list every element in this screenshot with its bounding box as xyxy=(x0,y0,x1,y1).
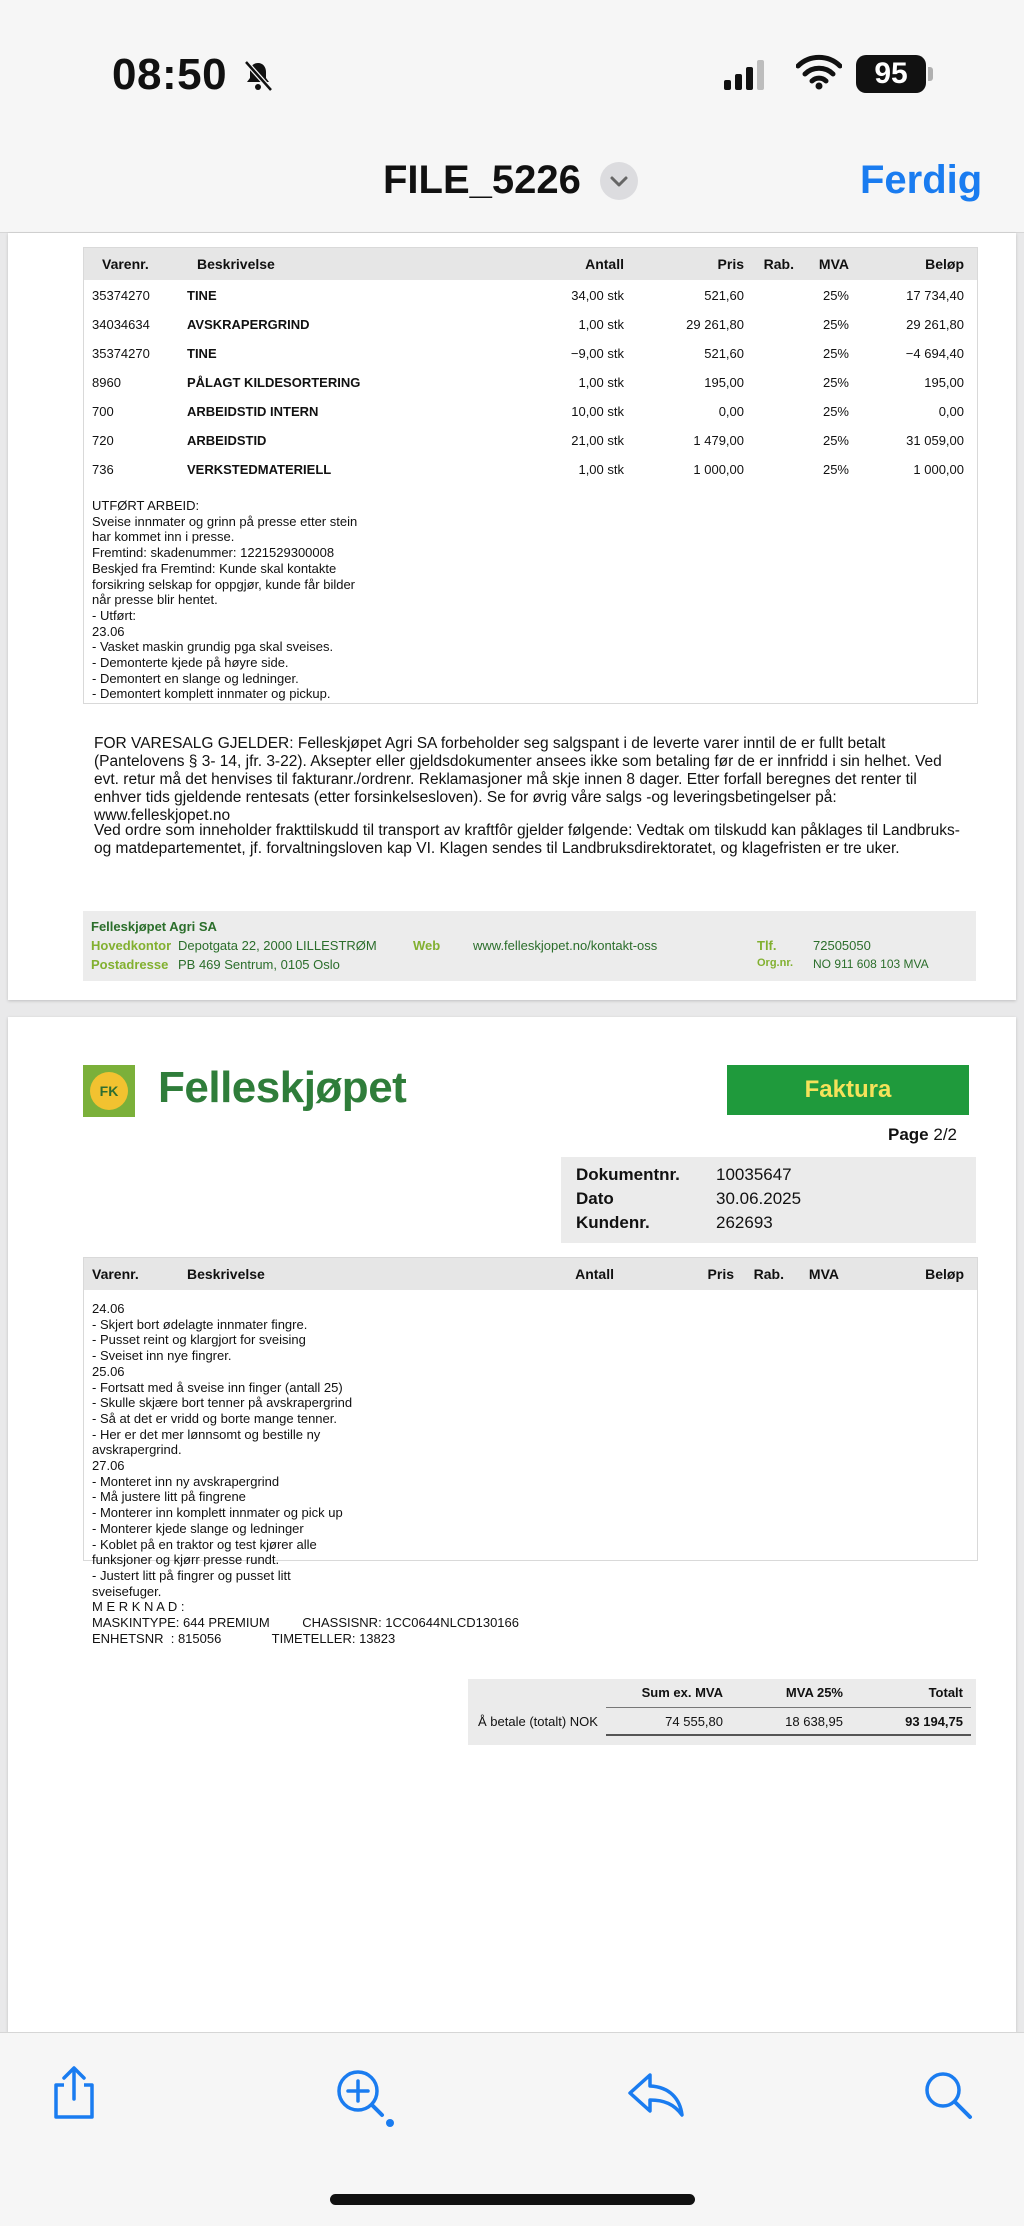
cell-mva: 25% xyxy=(822,404,849,419)
cell-pris: 0,00 xyxy=(718,404,744,419)
footer-tlf-value: 72505050 xyxy=(813,938,871,953)
totals-underline xyxy=(606,1734,971,1736)
cell-antall: 34,00 stk xyxy=(571,288,624,303)
cell-belop: 1 000,00 xyxy=(913,462,964,477)
cell-belop: 0,00 xyxy=(938,404,964,419)
cell-antall: 10,00 stk xyxy=(571,404,624,419)
cell-belop: 29 261,80 xyxy=(906,317,964,332)
page-number xyxy=(888,1125,957,1145)
cell-mva: 25% xyxy=(822,433,849,448)
cell-pris: 521,60 xyxy=(704,288,744,303)
reply-icon[interactable] xyxy=(626,2071,686,2119)
footer-web-link[interactable]: www.felleskjopet.no/kontakt-oss xyxy=(473,938,658,953)
cell-belop: 17 734,40 xyxy=(906,288,964,303)
header-beskrivelse: Beskrivelse xyxy=(197,256,275,272)
cell-pris: 29 261,80 xyxy=(686,317,744,332)
header-beskrivelse: Beskrivelse xyxy=(187,1266,265,1282)
cell-mva: 25% xyxy=(822,288,849,303)
cell-varenr: 736 xyxy=(92,462,114,477)
cell-belop: 31 059,00 xyxy=(906,433,964,448)
cell-beskrivelse: TINE xyxy=(187,346,217,361)
cell-mva: 25% xyxy=(822,346,849,361)
document-title[interactable]: FILE_5226 xyxy=(383,158,581,202)
cell-beskrivelse: ARBEIDSTID xyxy=(187,433,267,448)
wifi-icon xyxy=(796,54,842,90)
totals-header-sum: Sum ex. MVA xyxy=(641,1685,723,1700)
cell-beskrivelse: PÅLAGT KILDESORTERING xyxy=(187,375,361,390)
done-button[interactable]: Ferdig xyxy=(860,158,983,202)
doc-date-label: Dato xyxy=(576,1189,614,1208)
cell-varenr: 8960 xyxy=(92,375,121,390)
logo-emblem: FK xyxy=(90,1072,128,1110)
totals-divider xyxy=(606,1707,971,1708)
totals-header-total: Totalt xyxy=(928,1685,963,1700)
header-rab: Rab. xyxy=(753,1266,784,1282)
company-logo xyxy=(83,1065,135,1117)
cell-antall: 21,00 stk xyxy=(571,433,624,448)
totals-total-value: 93 194,75 xyxy=(905,1714,963,1729)
cell-varenr: 35374270 xyxy=(92,346,150,361)
cell-beskrivelse: AVSKRAPERGRIND xyxy=(187,317,310,332)
document-page-1 xyxy=(8,233,1016,1000)
cell-belop: −4 694,40 xyxy=(905,346,964,361)
header-mva: MVA xyxy=(818,256,849,272)
header-pris: Pris xyxy=(707,1266,734,1282)
cell-pris: 195,00 xyxy=(704,375,744,390)
footer-post-value: PB 469 Sentrum, 0105 Oslo xyxy=(178,957,340,972)
doc-number-value: 10035647 xyxy=(716,1165,792,1184)
cell-beskrivelse: TINE xyxy=(187,288,217,303)
cell-pris: 521,60 xyxy=(704,346,744,361)
brand-name: Felleskjøpet xyxy=(158,1063,407,1112)
customer-number-value: 262693 xyxy=(716,1213,773,1232)
cell-varenr: 720 xyxy=(92,433,114,448)
cell-antall: 1,00 stk xyxy=(578,317,624,332)
totals-label: Å betale (totalt) NOK xyxy=(478,1714,598,1729)
chevron-down-icon xyxy=(600,162,638,200)
home-indicator[interactable] xyxy=(330,2194,695,2205)
footer-org-label: Org.nr. xyxy=(757,957,794,969)
footer-company: Felleskjøpet Agri SA xyxy=(91,919,217,934)
cell-varenr: 35374270 xyxy=(92,288,150,303)
doc-date-value: 30.06.2025 xyxy=(716,1189,802,1208)
cell-beskrivelse: VERKSTEDMATERIELL xyxy=(187,462,332,477)
cell-pris: 1 479,00 xyxy=(693,433,744,448)
page-label: Page xyxy=(888,1125,929,1144)
search-icon[interactable] xyxy=(922,2069,974,2121)
customer-number-label: Kundenr. xyxy=(576,1213,650,1232)
cell-mva: 25% xyxy=(822,317,849,332)
cell-mva: 25% xyxy=(822,462,849,477)
header-pris: Pris xyxy=(717,256,744,272)
doc-number-label: Dokumentnr. xyxy=(576,1165,680,1184)
freight-subsidy-terms: Ved ordre som inneholder frakttilskudd til transport av kraftfôr gjelder følgende: Vedtak om tilskudd kan påklages til Landbruks- og matdepartementet, jf. forvaltningsloven kap VI. Klagen sendes til Landbruksdirektoratet, og klagefristen er tre uker. xyxy=(94,822,960,857)
header-belop: Beløp xyxy=(925,1266,964,1282)
footer-web-label: Web xyxy=(413,938,441,953)
battery-indicator: 95 xyxy=(856,55,926,93)
document-type-badge: Faktura xyxy=(727,1065,969,1115)
cell-antall: −9,00 stk xyxy=(570,346,624,361)
cell-antall: 1,00 stk xyxy=(578,462,624,477)
company-footer xyxy=(83,911,976,981)
work-notes: UTFØRT ARBEID: Sveise innmater og grinn på presse etter stein har kommet inn i presse. Fremtind: skadenummer: 1221529300008 Beskjed fra Fremtind: Kunde skal kontakte forsikring selskap for oppgjør, kunde får bilder når presse blir hentet. - Utført: 23.06 - Vasket maskin grundig pga skal sveises. - Demonterte kjede på høyre side. - Demontert en slange og ledninger. - Demontert komplett innmater og pickup. xyxy=(92,498,358,702)
cell-varenr: 700 xyxy=(92,404,114,419)
work-notes-continued: 24.06 - Skjert bort ødelagte innmater fingre. - Pusset reint og klargjort for sveising - Sveiset inn nye fingrer. 25.06 - Fortsatt med å sveise inn finger (antall 25) - Skulle skjære bort tenner på avskrapergrind - Så at det er vridd og borte mange tenner. - Her er det mer lønnsomt og bestille ny avskrapergrind. 27.06 - Monteret inn ny avskrapergrind - Må justere litt på fingrene - Monterer inn komplett innmater og pick up - Monterer kjede slange og ledninger - Koblet på en traktor og test kjører alle funksjoner og kjørr presse rundt. - Justert litt på fingrer og pusset litt sveisefuger. M E R K N A D : MASKINTYPE: 644 PREMIUM CHASSISNR: 1CC0644NLCD130166 ENHETSNR : 815056 TIMETELLER: 13823 xyxy=(92,1301,519,1646)
header-belop: Beløp xyxy=(925,256,964,272)
line-items-table xyxy=(83,247,978,704)
cell-belop: 195,00 xyxy=(924,375,964,390)
document-page-2 xyxy=(8,1017,1016,2032)
footer-org-value: NO 911 608 103 MVA xyxy=(813,957,929,971)
header-mva: MVA xyxy=(808,1266,839,1282)
cell-mva: 25% xyxy=(822,375,849,390)
page-value: 2/2 xyxy=(933,1125,958,1144)
totals-sum-value: 74 555,80 xyxy=(665,1714,723,1729)
cell-antall: 1,00 stk xyxy=(578,375,624,390)
totals-mva-value: 18 638,95 xyxy=(785,1714,843,1729)
header-rab: Rab. xyxy=(763,256,794,272)
totals-header-mva: MVA 25% xyxy=(785,1685,843,1700)
totals-box xyxy=(468,1679,976,1745)
zoom-markup-icon[interactable] xyxy=(334,2067,394,2127)
footer-hq-value: Depotgata 22, 2000 LILLESTRØM xyxy=(178,938,377,953)
share-icon[interactable] xyxy=(50,2065,98,2121)
cell-varenr: 34034634 xyxy=(92,317,150,332)
continued-table xyxy=(83,1257,978,1646)
header-antall: Antall xyxy=(585,256,624,272)
status-time: 08:50 xyxy=(112,50,228,99)
sales-terms: FOR VARESALG GJELDER: Felleskjøpet Agri SA forbeholder seg salgspant i de leverte varer inntil de er fullt betalt (Pantelovens § 3- 14, jfr. 3-22). Aksepter eller gjeldsdokumenter ansees ikke som betaling før de er innfridd i sin helhet. Ved evt. retur må det henvises til fakturanr./ordrenr. Reklamasjoner må skje innen 8 dager. Etter forfall beregnes det renter til enhver tids gjeldende rentesats (etter forsinkelsesloven). Se for øvrig våre salgs -og leveringsbetingelser på: www.felleskjopet.no xyxy=(94,735,942,824)
footer-tlf-label: Tlf. xyxy=(757,938,777,953)
footer-hq-label: Hovedkontor xyxy=(91,938,172,953)
title-menu-button[interactable] xyxy=(600,162,638,200)
battery-tip xyxy=(928,67,933,81)
cell-beskrivelse: ARBEIDSTID INTERN xyxy=(187,404,319,419)
header-varenr: Varenr. xyxy=(92,1266,139,1282)
header-antall: Antall xyxy=(575,1266,614,1282)
cellular-signal-icon xyxy=(724,58,768,90)
document-info-box xyxy=(561,1157,976,1243)
cell-pris: 1 000,00 xyxy=(693,462,744,477)
header-varenr: Varenr. xyxy=(102,256,149,272)
footer-post-label: Postadresse xyxy=(91,957,169,972)
silent-bell-icon xyxy=(240,58,276,94)
